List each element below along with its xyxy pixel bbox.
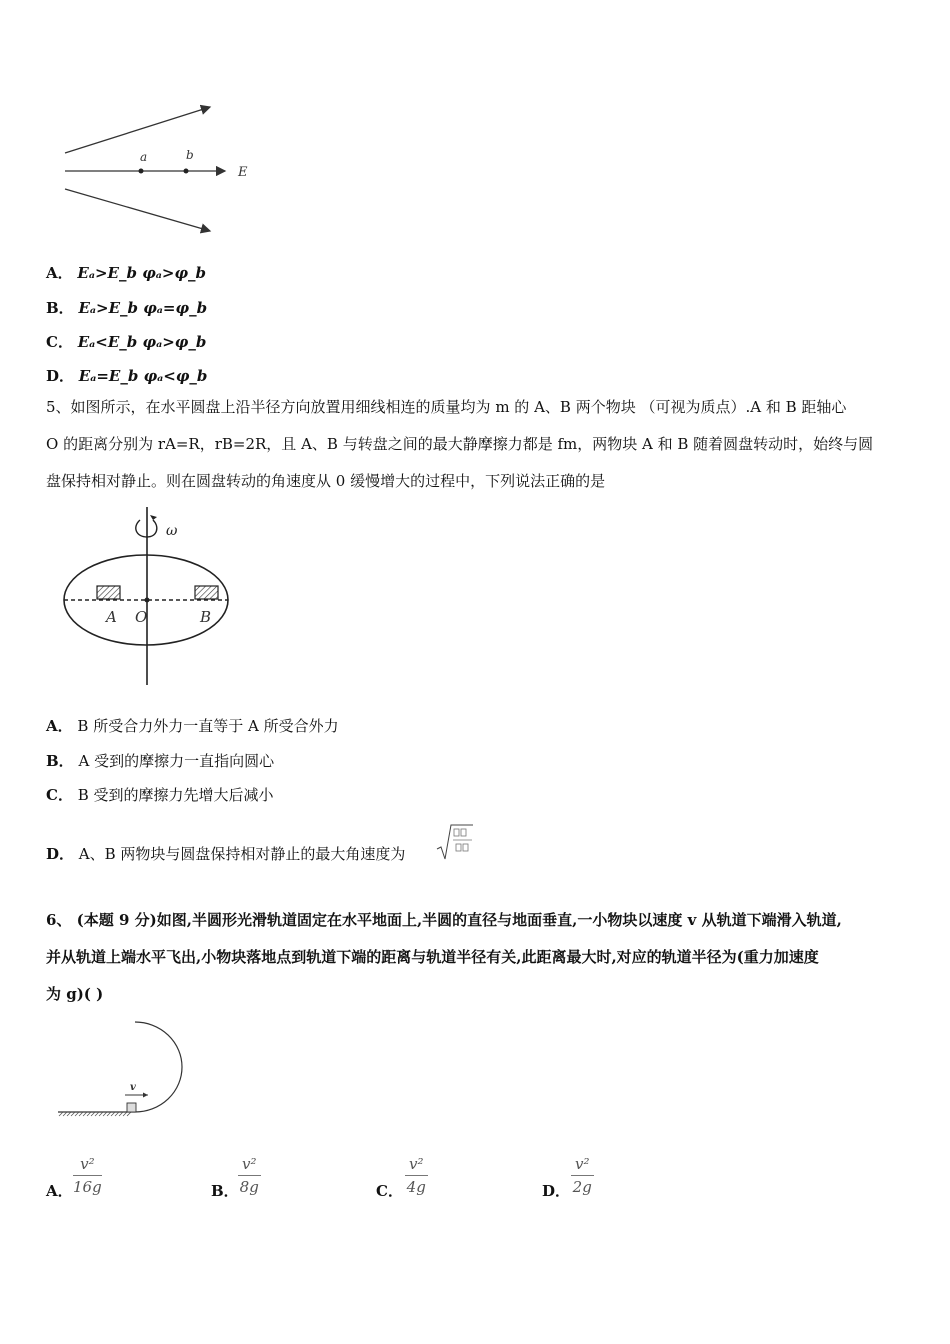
point-b-label: b — [186, 148, 194, 162]
q6-option-c-letter: C． — [376, 1182, 403, 1200]
q4-option-c: C． Eₐ<E_b φₐ>φ_b — [46, 333, 207, 351]
q4-option-d: D． Eₐ=E_b φₐ<φ_b — [46, 367, 208, 385]
q4-field-figure — [55, 95, 265, 245]
block-A-label: A — [106, 608, 117, 626]
field-E-label: E — [238, 165, 248, 180]
q5-stem-line3: 盘保持相对静止。则在圆盘转动的角速度从 0 缓慢增大的过程中，下列说法正确的是 — [46, 472, 606, 490]
sqrt-formula-placeholder — [435, 821, 475, 861]
q6-stem — [46, 902, 906, 1013]
axis-O-label: O — [135, 608, 148, 626]
q5-stem — [46, 389, 906, 500]
block-B-label: B — [200, 608, 212, 626]
velocity-v-label: v — [130, 1082, 136, 1093]
q6-track-figure — [55, 1015, 195, 1120]
q5-option-c: C． B 受到的摩擦力先增大后减小 — [46, 786, 274, 804]
q5-stem-line2: O 的距离分别为 rA=R，rB=2R，且 A、B 与转盘之间的最大静摩擦力都是 fm，两物块 A 和 B 随着圆盘转动时，始终与圆 — [46, 435, 874, 453]
omega-label: ω — [166, 523, 178, 539]
q6-option-d-letter: D． — [542, 1182, 571, 1200]
point-a-label: a — [140, 150, 148, 164]
q6-stem-line2: 并从轨道上端水平飞出,小物块落地点到轨道下端的距离与轨道半径有关,此距离最大时,对应的轨道半径为(重力加速度 — [46, 948, 819, 966]
q6-option-a-fraction: $\frac{\text{v²}}{16g}$ — [73, 1155, 102, 1196]
q6-option-d-fraction: $\frac{\text{v²}}{2g}$ — [572, 1155, 592, 1196]
q5-option-b: B． A 受到的摩擦力一直指向圆心 — [46, 752, 275, 770]
q5-option-a: A． B 所受合力外力一直等于 A 所受合外力 — [46, 717, 339, 735]
q4-option-a: A． Eₐ>E_b φₐ>φ_b — [46, 264, 207, 282]
q6-option-a-letter: A． — [46, 1182, 73, 1200]
q6-option-c-fraction: $\frac{\text{v²}}{4g}$ — [406, 1155, 426, 1196]
q6-option-b-letter: B． — [211, 1182, 239, 1200]
q5-turntable-figure — [60, 505, 240, 690]
q6-option-b-fraction: $\frac{\text{v²}}{8g}$ — [239, 1155, 259, 1196]
q4-option-b: B． Eₐ>E_b φₐ=φ_b — [46, 299, 208, 317]
q5-stem-line1: 5、如图所示，在水平圆盘上沿半径方向放置用细线相连的质量均为 m 的 A、B 两个物块 （可视为质点）.A 和 B 距轴心 — [46, 398, 847, 416]
q6-stem-line3: 为 g)( ) — [46, 985, 104, 1003]
q6-stem-line1: 6、 (本题 9 分)如图,半圆形光滑轨道固定在水平地面上,半圆的直径与地面垂直,一小物块以速度 v 从轨道下端滑入轨道, — [46, 911, 842, 929]
q5-option-d: D． A、B 两物块与圆盘保持相对静止的最大角速度为 — [46, 845, 406, 863]
